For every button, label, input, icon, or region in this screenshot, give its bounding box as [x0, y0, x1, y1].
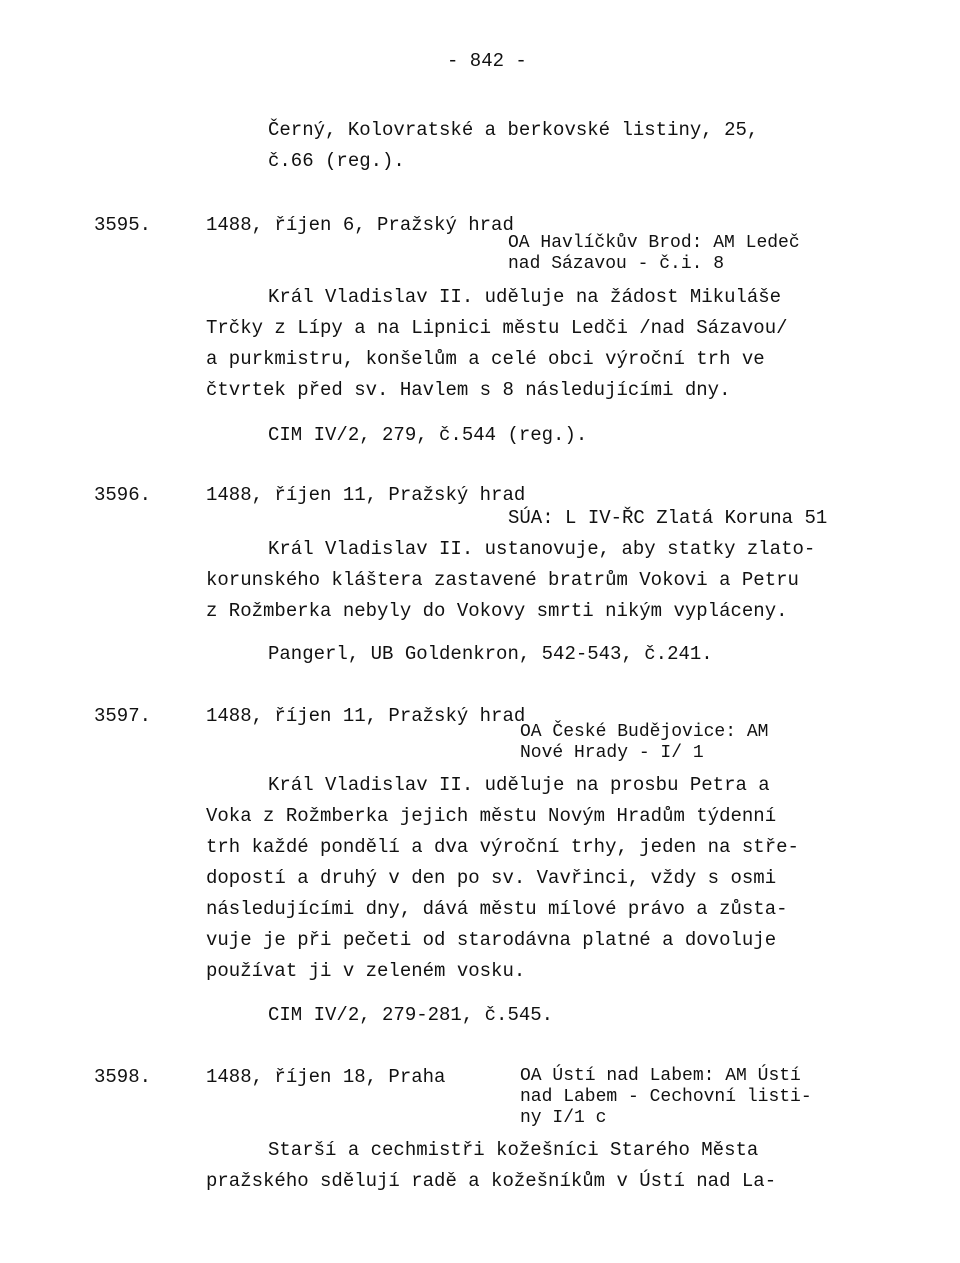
page-number: - 842 - — [447, 50, 527, 72]
entry-number: 3597. — [94, 705, 152, 727]
entry-date-place: 1488, říjen 6, Pražský hrad — [206, 214, 514, 236]
entry-archive-line: ny I/1 c — [520, 1108, 607, 1128]
entry-citation: Pangerl, UB Goldenkron, 542-543, č.241. — [268, 643, 713, 665]
entry-archive-line: Nové Hrady - I/ 1 — [520, 743, 704, 763]
continuation-line: č.66 (reg.). — [268, 150, 405, 172]
entry-date-place: 1488, říjen 11, Pražský hrad — [206, 705, 526, 727]
entry-text-line: Král Vladislav II. ustanovuje, aby statky zlato- — [268, 538, 816, 560]
entry-date-place: 1488, říjen 11, Pražský hrad — [206, 484, 526, 506]
entry-text-line: pražského sdělují radě a kožešníkům v Ústí nad La- — [206, 1170, 777, 1192]
entry-citation: CIM IV/2, 279, č.544 (reg.). — [268, 424, 588, 446]
entry-archive-line: OA České Budějovice: AM — [520, 722, 769, 742]
entry-archive-line: nad Sázavou - č.i. 8 — [508, 254, 725, 274]
entry-text-line: čtvrtek před sv. Havlem s 8 následujícími dny. — [206, 379, 731, 401]
entry-text-line: korunského kláštera zastavené bratrům Vokovi a Petru — [206, 569, 799, 591]
entry-number: 3595. — [94, 214, 152, 236]
entry-text-line: vuje je při pečeti od starodávna platné a dovoluje — [206, 929, 777, 951]
entry-text-line: Starší a cechmistři kožešníci Starého Města — [268, 1139, 759, 1161]
entry-text-line: dopostí a druhý v den po sv. Vavřinci, vždy s osmi — [206, 867, 777, 889]
entry-text-line: Voka z Rožmberka jejich městu Novým Hradům týdenní — [206, 805, 777, 827]
entry-text-line: trh každé pondělí a dva výroční trhy, jeden na stře- — [206, 836, 799, 858]
entry-text-line: z Rožmberka nebyly do Vokovy smrti nikým vypláceny. — [206, 600, 788, 622]
entry-text-line: používat ji v zeleném vosku. — [206, 960, 526, 982]
entry-archive-line: SÚA: L IV-ŘC Zlatá Koruna 51 — [508, 507, 828, 529]
entry-text-line: Král Vladislav II. uděluje na žádost Mikuláše — [268, 286, 782, 308]
continuation-line: Černý, Kolovratské a berkovské listiny, 25, — [268, 119, 759, 141]
entry-archive-line: nad Labem - Cechovní listi- — [520, 1087, 812, 1107]
entry-number: 3598. — [94, 1066, 152, 1088]
entry-archive-line: OA Ústí nad Labem: AM Ústí — [520, 1066, 801, 1086]
entry-text-line: následujícími dny, dává městu mílové právo a zůsta- — [206, 898, 788, 920]
entry-archive-line: OA Havlíčkův Brod: AM Ledeč — [508, 233, 800, 253]
entry-citation: CIM IV/2, 279-281, č.545. — [268, 1004, 554, 1026]
entry-number: 3596. — [94, 484, 152, 506]
entry-text-line: a purkmistru, konšelům a celé obci výroční trh ve — [206, 348, 765, 370]
entry-text-line: Král Vladislav II. uděluje na prosbu Petra a — [268, 774, 770, 796]
entry-date-place: 1488, říjen 18, Praha — [206, 1066, 446, 1088]
entry-text-line: Trčky z Lípy a na Lipnici městu Ledči /nad Sázavou/ — [206, 317, 788, 339]
